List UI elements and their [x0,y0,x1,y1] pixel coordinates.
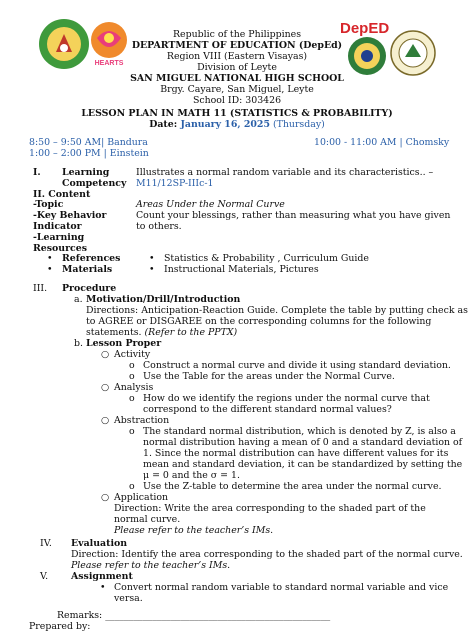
abstraction-text-3: 1. Since the normal distribution can have different values for its [143,448,449,459]
motivation-title: Motivation/Drill/Introduction [86,294,241,305]
schedule-einstein: 1:00 – 2:00 PM | Einstein [29,148,149,159]
topic-label: -Topic [33,199,64,210]
topic-value: Areas Under the Normal Curve [136,199,285,210]
lr-label-1: -Learning [33,232,85,243]
assignment-text-1: Convert normal random variable to standard normal variable and vice [114,582,449,593]
competency-text: Illustrates a normal random variable and its characteristics.. – [136,167,434,178]
kbi-text-2: to others. [136,221,182,232]
header-division: Division of Leyte [197,62,277,73]
header-region: Region VIII (Eastern Visayas) [166,51,308,62]
content-label: II. Content [33,189,91,200]
lesson-proper-letter: b. [74,338,83,349]
remarks-line: Remarks: ________________________________________________ [57,610,331,621]
lr-label-2: Resources [33,243,87,254]
header-address: Brgy. Cayare, San Miguel, Leyte [160,84,314,95]
section-i-label-2: Competency [62,178,127,189]
abstraction-text-2: normal distribution having a mean of 0 and a standard deviation of [143,437,463,448]
kbi-label-2: Indicator [33,221,82,232]
application-label: Application [114,492,169,503]
abstraction-label: Abstraction [114,415,170,426]
motivation-text-3-italic: (Refer to the PPTX) [144,327,238,338]
application-text-3: Please refer to the teacher’s IMs. [114,525,274,536]
schedule-chomsky: 10:00 - 11:00 AM | Chomsky [314,137,450,148]
header-school-name: SAN MIGUEL NATIONAL HIGH SCHOOL [130,73,344,84]
abstraction-item-1-bullet: o [129,426,135,437]
analysis-bullet: ○ [101,382,110,393]
references-bullet: • [47,253,53,264]
motivation-text-1: Directions: Anticipation-Reaction Guide. Complete the table by putting check as [86,305,468,316]
header-school-id: School ID: 303426 [192,95,282,106]
activity-item-1: Construct a normal curve and divide it using standard deviation. [143,360,451,371]
activity-label: Activity [114,349,151,360]
analysis-label: Analysis [114,382,154,393]
application-text-1: Direction: Write the area corresponding to the shaded part of the [114,503,426,514]
motivation-text-3-plain: statements. [86,327,145,338]
assignment-label: Assignment [71,571,133,582]
activity-bullet: ○ [101,349,110,360]
references-value-bullet: • [149,253,155,264]
abstraction-text-6: Use the Z-table to determine the area under the normal curve. [143,481,442,492]
schedule-bandura: 8:50 – 9:50 AM| Bandura [29,137,148,148]
analysis-item-1: How do we identify the regions under the normal curve that [143,393,430,404]
procedure-number: III. [33,283,48,294]
lesson-date [0,119,474,131]
analysis-item-2: correspond to the different standard normal values? [143,404,392,415]
application-bullet: ○ [101,492,110,503]
date-value: January 16, 2025 [180,119,270,130]
evaluation-text-1: Direction: Identify the area corresponding to the shaded part of the normal curve. [71,549,463,560]
abstraction-bullet: ○ [101,415,110,426]
materials-label: Materials [62,264,113,275]
competency-code: M11/12SP-IIIc-1 [136,178,214,189]
evaluation-text-2: Please refer to the teacher’s IMs. [71,560,231,571]
evaluation-label: Evaluation [71,538,128,549]
motivation-text-2: to AGREE or DISGAREE on the corresponding columns for the following [86,316,432,327]
prepared-by: Prepared by: [29,621,91,632]
materials-value-bullet: • [149,264,155,275]
materials-bullet: • [47,264,53,275]
materials-value: Instructional Materials, Pictures [164,264,319,275]
references-label: References [62,253,121,264]
kbi-label-1: -Key Behavior [33,210,107,221]
lesson-proper-title: Lesson Proper [86,338,162,349]
analysis-item-bullet: o [129,393,135,404]
application-text-2: normal curve. [114,514,181,525]
section-i-label-1: Learning [62,167,110,178]
abstraction-item-2-bullet: o [129,481,135,492]
section-i-number: I. [33,167,41,178]
lesson-title: LESSON PLAN IN MATH 11 (STATISTICS & PROBABILITY) [81,108,393,119]
abstraction-text-4: mean and standard deviation, it can be standardized by setting the [143,459,463,470]
motivation-letter: a. [74,294,83,305]
evaluation-number: IV. [40,538,52,549]
activity-item-1-bullet: o [129,360,135,371]
assignment-text-2: versa. [114,593,143,604]
procedure-label: Procedure [62,283,117,294]
activity-item-2: Use the Table for the areas under the Normal Curve. [143,371,395,382]
abstraction-text-1: The standard normal distribution, which is denoted by Z, is also a [143,426,456,437]
abstraction-text-5: μ = 0 and the σ = 1. [143,470,240,481]
activity-item-2-bullet: o [129,371,135,382]
deped-logo-text: DepED [340,20,390,37]
header-department: DEPARTMENT OF EDUCATION (DepEd) [131,40,343,51]
assignment-number: V. [40,571,49,582]
references-value: Statistics & Probability , Curriculum Guide [164,253,369,264]
assignment-bullet: • [100,582,106,593]
date-day: (Thursday) [269,119,325,130]
date-label: Date: [149,119,181,130]
kbi-text-1: Count your blessings, rather than measuring what you have given [136,210,451,221]
motivation-text-3 [86,327,237,339]
hearts-logo-text: HEARTS [94,60,124,67]
header-republic: Republic of the Philippines [172,29,302,40]
